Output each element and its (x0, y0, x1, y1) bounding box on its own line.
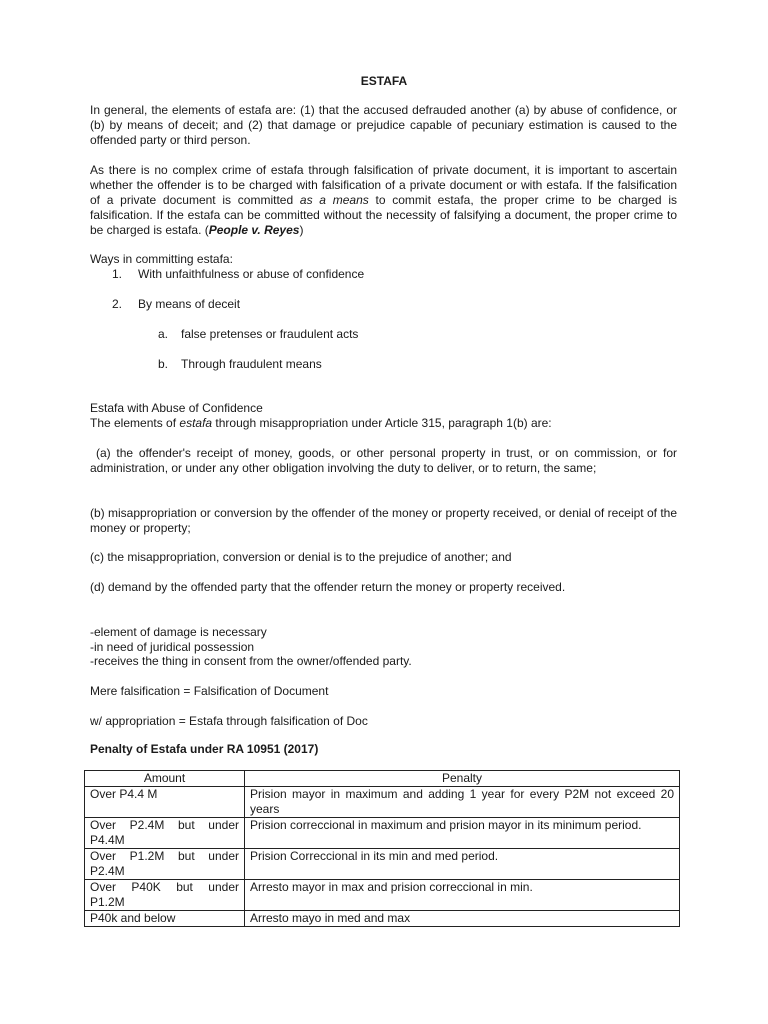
document-title: ESTAFA (360, 74, 408, 88)
para2-text-2: to commit estafa, the proper crime to be charged is falsification. If the estafa can be committed without the necessity of falsifying a document, the proper crime to be charged is estafa. ( (90, 193, 677, 237)
penalty-table-header-row (85, 771, 680, 787)
abuse-intro (90, 416, 677, 431)
mere-falsification-line: Mere falsification = Falsification of Document (90, 684, 329, 698)
amount-cell: Over P2.4M but under P4.4M (85, 818, 245, 849)
penalty-cell: Prision correccional in maximum and prision mayor in its minimum period. (245, 818, 680, 849)
ways-item-2-text: By means of deceit (138, 297, 241, 311)
ways-item-1-number: 1. (112, 267, 123, 281)
amount-cell: Over P1.2M but under P2.4M (85, 849, 245, 880)
penalty-heading: Penalty of Estafa under RA 10951 (2017) (90, 742, 319, 756)
ways-subitem-a-label: a. (158, 327, 169, 341)
penalty-cell: Arresto mayor in max and prision correccional in min. (245, 880, 680, 911)
para2-text-3: ) (299, 223, 304, 237)
para2-citation: People v. Reyes (208, 223, 300, 237)
abuse-intro-text-2: through misappropriation under Article 315, paragraph 1(b) are: (212, 416, 552, 430)
column-header-penalty: Penalty (245, 771, 680, 787)
table-row (85, 911, 680, 927)
paragraph-falsification (90, 163, 677, 238)
ways-heading: Ways in committing estafa: (90, 252, 233, 266)
table-row (85, 818, 680, 849)
with-appropriation-line: w/ appropriation = Estafa through falsification of Doc (90, 714, 368, 728)
table-row (85, 849, 680, 880)
note-consent: -receives the thing in consent from the owner/offended party. (90, 654, 412, 668)
element-b: (b) misappropriation or conversion by the offender of the money or property received, or denial of receipt of the money or property; (90, 506, 677, 535)
ways-item-1-text: With unfaithfulness or abuse of confidence (138, 267, 365, 281)
amount-cell: Over P4.4 M (85, 787, 245, 818)
ways-subitem-a-text: false pretenses or fraudulent acts (181, 327, 359, 341)
amount-cell: P40k and below (85, 911, 245, 927)
note-juridical: -in need of juridical possession (90, 640, 255, 654)
table-row (85, 787, 680, 818)
abuse-intro-text-1: The elements of (90, 416, 180, 430)
penalty-cell: Prision mayor in maximum and adding 1 year for every P2M not exceed 20 years (245, 787, 680, 818)
abuse-heading: Estafa with Abuse of Confidence (90, 401, 263, 415)
para2-italic: as a means (299, 193, 369, 207)
para2-text-1: As there is no complex crime of estafa through falsification of private document, it is important to ascertain whether the offender is to be charged with falsification of a private document or with estafa. If the falsification of a private document is committed (90, 163, 677, 207)
ways-subitem-b-label: b. (158, 357, 169, 371)
ways-item-1 (112, 267, 364, 282)
paragraph-elements-of-estafa: In general, the elements of estafa are: (1) that the accused defrauded another (a) by abuse of confidence, or (b) by means of deceit; and (2) that damage or prejudice capable of pecuniary estimation is caused to the offended party or third person. (90, 103, 677, 147)
note-damage: -element of damage is necessary (90, 625, 267, 639)
element-c: (c) the misappropriation, conversion or denial is to the prejudice of another; and (90, 550, 512, 564)
penalty-cell: Arresto mayo in med and max (245, 911, 680, 927)
ways-subitem-a (158, 327, 358, 342)
ways-item-2-number: 2. (112, 297, 123, 311)
column-header-amount: Amount (85, 771, 245, 787)
element-a: (a) the offender's receipt of money, goods, or other personal property in trust, or on commission, or for administration, or under any other obligation involving the duty to deliver, or to return, the same; (90, 446, 677, 475)
penalty-table (84, 770, 680, 927)
ways-item-2 (112, 297, 240, 312)
element-d: (d) demand by the offended party that the offender return the money or property received. (90, 580, 566, 594)
ways-subitem-b (158, 357, 322, 372)
amount-cell: Over P40K but under P1.2M (85, 880, 245, 911)
ways-subitem-b-text: Through fraudulent means (181, 357, 322, 371)
abuse-intro-italic: estafa (179, 416, 213, 430)
table-row (85, 880, 680, 911)
penalty-cell: Prision Correccional in its min and med period. (245, 849, 680, 880)
